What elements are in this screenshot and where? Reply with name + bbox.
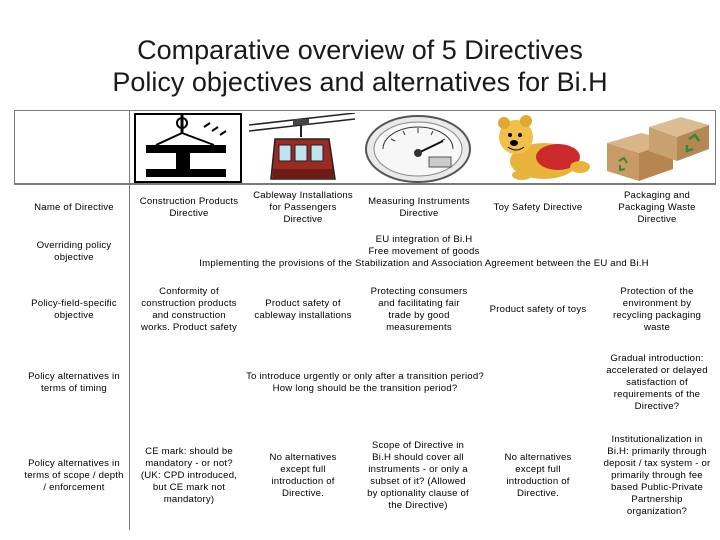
slide-title [0, 34, 720, 98]
specific-cableway: Product safety of cableway installations [254, 298, 352, 321]
toy-image [484, 112, 596, 184]
overriding-line-1: EU integration of Bi.H [375, 234, 473, 245]
directive-name-measuring: Measuring Instruments Directive [368, 196, 470, 219]
row-label-specific: Policy-field-specific objective [31, 298, 117, 321]
timing-line-1: To introduce urgently or only after a transition period? [246, 371, 484, 382]
packaging-image [598, 112, 716, 184]
row-label-scope: Policy alternatives in terms of scope / depth / enforcement [24, 458, 124, 493]
scope-packaging: Institutionalization in Bi.H: primarily through deposit / tax system - or primarily through fee based Public-Private Partnership organization? [603, 434, 711, 517]
scope-cableway: No alternatives except full introduction of Directive. [269, 452, 337, 499]
construction-image [132, 112, 244, 184]
directive-name-packaging: Packaging and Packaging Waste Directive [618, 190, 696, 225]
cable-car-icon [249, 113, 355, 183]
specific-construction: Conformity of construction products and construction works. Product safety [141, 286, 237, 333]
measuring-image [360, 112, 476, 184]
specific-packaging: Protection of the environment by recycling packaging waste [612, 286, 702, 333]
timing-packaging: Gradual introduction: accelerated or delayed satisfaction of requirements of the Directive? [606, 353, 708, 412]
overriding-line-2: Free movement of goods [368, 246, 480, 257]
scope-measuring: Scope of Directive in Bi.H should cover all instruments - or only a subset of it? (Allowed by optionality clause of the Directive) [367, 440, 469, 511]
gauge-icon [363, 113, 473, 183]
recycling-box-icon [601, 113, 713, 183]
timing-common [133, 352, 597, 414]
cableway-image [246, 112, 358, 184]
overriding-line-3: Implementing the provisions of the Stabilization and Association Agreement between the EU and Bi.H [199, 258, 649, 269]
title-line-2: Policy objectives and alternatives for Bi.H [112, 67, 608, 97]
row-label-timing: Policy alternatives in terms of timing [28, 371, 120, 394]
overriding-objective [133, 232, 715, 272]
directive-name-cableway: Cableway Installations for Passengers Directive [253, 190, 353, 225]
row-label-overriding: Overriding policy objective [36, 240, 112, 263]
title-line-1: Comparative overview of 5 Directives [137, 35, 583, 65]
i-beam-crane-icon [134, 113, 242, 183]
teddy-bear-icon [486, 113, 594, 183]
specific-measuring: Protecting consumers and facilitating fair trade by good measurements [370, 286, 468, 333]
specific-toy: Product safety of toys [489, 304, 587, 315]
scope-toy: No alternatives except full introduction of Directive. [504, 452, 572, 499]
timing-line-2: How long should be the transition period? [272, 383, 458, 394]
comparison-table [14, 110, 716, 530]
scope-construction: CE mark: should be mandatory - or not? (UK: CPD introduced, but CE mark not mandatory) [140, 446, 238, 505]
row-label-name: Name of Directive [34, 202, 114, 213]
directive-name-construction: Construction Products Directive [139, 196, 239, 219]
directive-name-toy: Toy Safety Directive [493, 202, 583, 213]
